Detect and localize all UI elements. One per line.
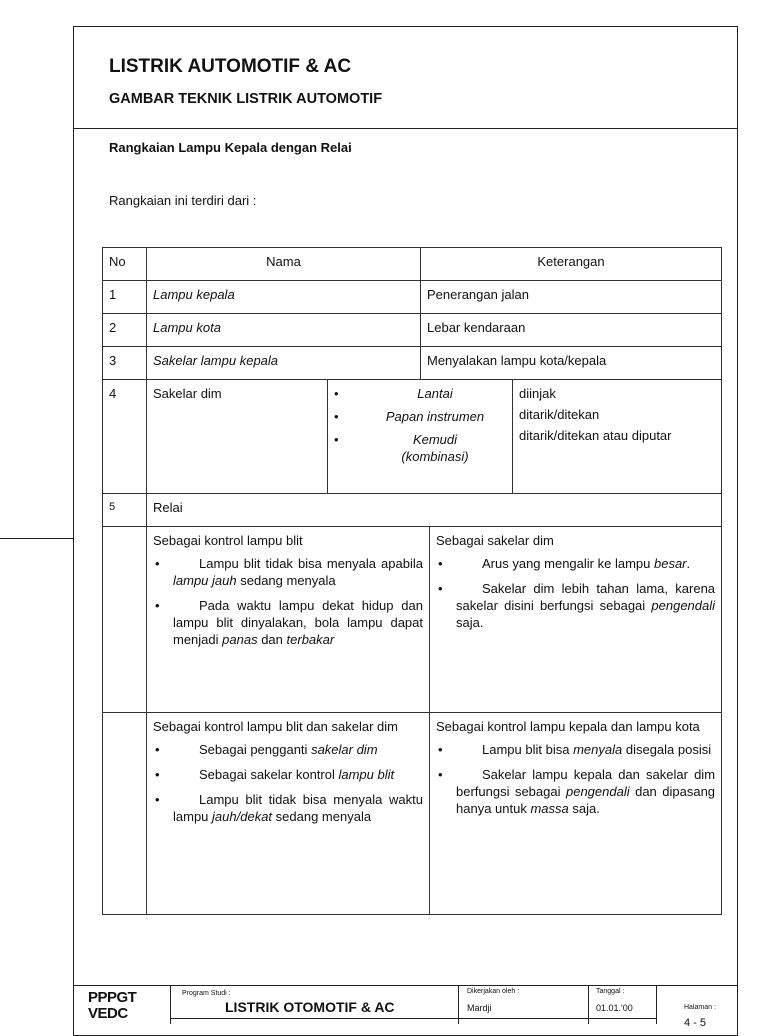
relai-block-1-right: Sebagai sakelar dim • Arus yang mengalir ke lampu besar. • Sakelar dim lebih tahan lama, karena sakelar disini berfungsi sebagai pengendali saja. [430,527,722,713]
row-no: 4 [103,380,147,494]
dim-option: • Papan instrumen [334,409,485,424]
relai-block-2 [103,713,722,915]
dim-options-cell [328,380,513,494]
relai-block-2-left: Sebagai kontrol lampu blit dan sakelar dim • Sebagai pengganti sakelar dim • Sebagai sakelar kontrol lampu blit • Lampu blit tidak bisa menyala waktu lampu jauh/dekat sedang menyala [147,713,430,915]
page-title: LISTRIK AUTOMOTIF & AC [109,56,352,77]
list-item: • Arus yang mengalir ke lampu besar. [438,556,691,571]
bullet-icon: • [334,409,339,424]
list-item: • Lampu blit bisa menyala disegala posisi [438,742,712,757]
section-heading: Rangkaian Lampu Kepala dengan Relai [109,140,352,155]
header-keterangan: Keterangan [421,248,722,281]
component-table [102,247,722,915]
list-item: • Pada waktu lampu dekat hidup dan lampu blit dinyalakan, bola lampu dapat menjadi panas dan terbakar [155,598,423,647]
page-subtitle: GAMBAR TEKNIK LISTRIK AUTOMOTIF [109,91,383,107]
bullet-icon: • [334,432,339,447]
row-nama: Relai [147,494,722,527]
table-row [103,281,722,314]
relai-block-1 [103,527,722,713]
dikerjakan-label: Dikerjakan oleh : [467,988,520,995]
row-ket: Lebar kendaraan [421,314,722,347]
table-row-relai [103,494,722,527]
row-nama: Sakelar dim [147,380,328,494]
program-value: LISTRIK OTOMOTIF & AC [225,999,395,1015]
header-no: No [103,248,147,281]
header-nama: Nama [147,248,421,281]
row-no: 2 [103,314,147,347]
footer-row-line [170,1018,656,1019]
dim-option: • Kemudi (kombinasi) [334,432,469,464]
row-nama: Lampu kota [147,314,421,347]
list-item: • Sebagai pengganti sakelar dim [155,742,378,757]
halaman-value: 4 - 5 [684,1017,707,1029]
program-label: Program Studi : [182,990,231,997]
list-item: • Lampu blit tidak bisa menyala apabila lampu jauh sedang menyala [155,556,423,588]
row-no: 5 [103,494,147,527]
dikerjakan-value: Mardji [467,1003,492,1013]
vedc-logo: PPPGT VEDC [88,989,137,1022]
tanggal-label: Tanggal : [596,988,625,995]
dim-keterangan-cell: diinjak ditarik/ditekan ditarik/ditekan atau diputar [513,380,722,494]
footer-divider [656,985,657,1024]
relai-block-1-left: Sebagai kontrol lampu blit • Lampu blit tidak bisa menyala apabila lampu jauh sedang menyala • Pada waktu lampu dekat hidup dan lampu blit dinyalakan, bola lampu dapat menjadi panas dan terbakar [147,527,430,713]
row-no: 3 [103,347,147,380]
row-ket: Penerangan jalan [421,281,722,314]
list-item: • Sakelar lampu kepala dan sakelar dim berfungsi sebagai pengendali dan dipasang hanya untuk massa saja. [438,767,716,816]
table-row-sakelar-dim [103,380,722,494]
dim-option: • Lantai [334,386,453,401]
list-item: • Lampu blit tidak bisa menyala waktu lampu jauh/dekat sedang menyala [155,792,423,824]
margin-line [0,538,74,539]
table-header-row [103,248,722,281]
footer [73,985,738,1025]
tanggal-value: 01.01.'00 [596,1003,633,1013]
list-item: • Sebagai sakelar kontrol lampu blit [155,767,395,782]
intro-text: Rangkaian ini terdiri dari : [109,193,257,208]
relai-block-2-right: Sebagai kontrol lampu kepala dan lampu kota • Lampu blit bisa menyala disegala posisi • Sakelar lampu kepala dan sakelar dim berfungsi sebagai pengendali dan dipasang hanya untuk massa saja. [430,713,722,915]
row-ket: Menyalakan lampu kota/kepala [421,347,722,380]
row-no: 1 [103,281,147,314]
row-nama: Sakelar lampu kepala [147,347,421,380]
list-item: • Sakelar dim lebih tahan lama, karena sakelar disini berfungsi sebagai pengendali saja. [438,581,716,630]
table-row [103,347,722,380]
row-nama: Lampu kepala [147,281,421,314]
table-row [103,314,722,347]
halaman-label: Halaman : [684,1004,716,1011]
header-divider [73,128,738,129]
bullet-icon: • [334,386,339,401]
